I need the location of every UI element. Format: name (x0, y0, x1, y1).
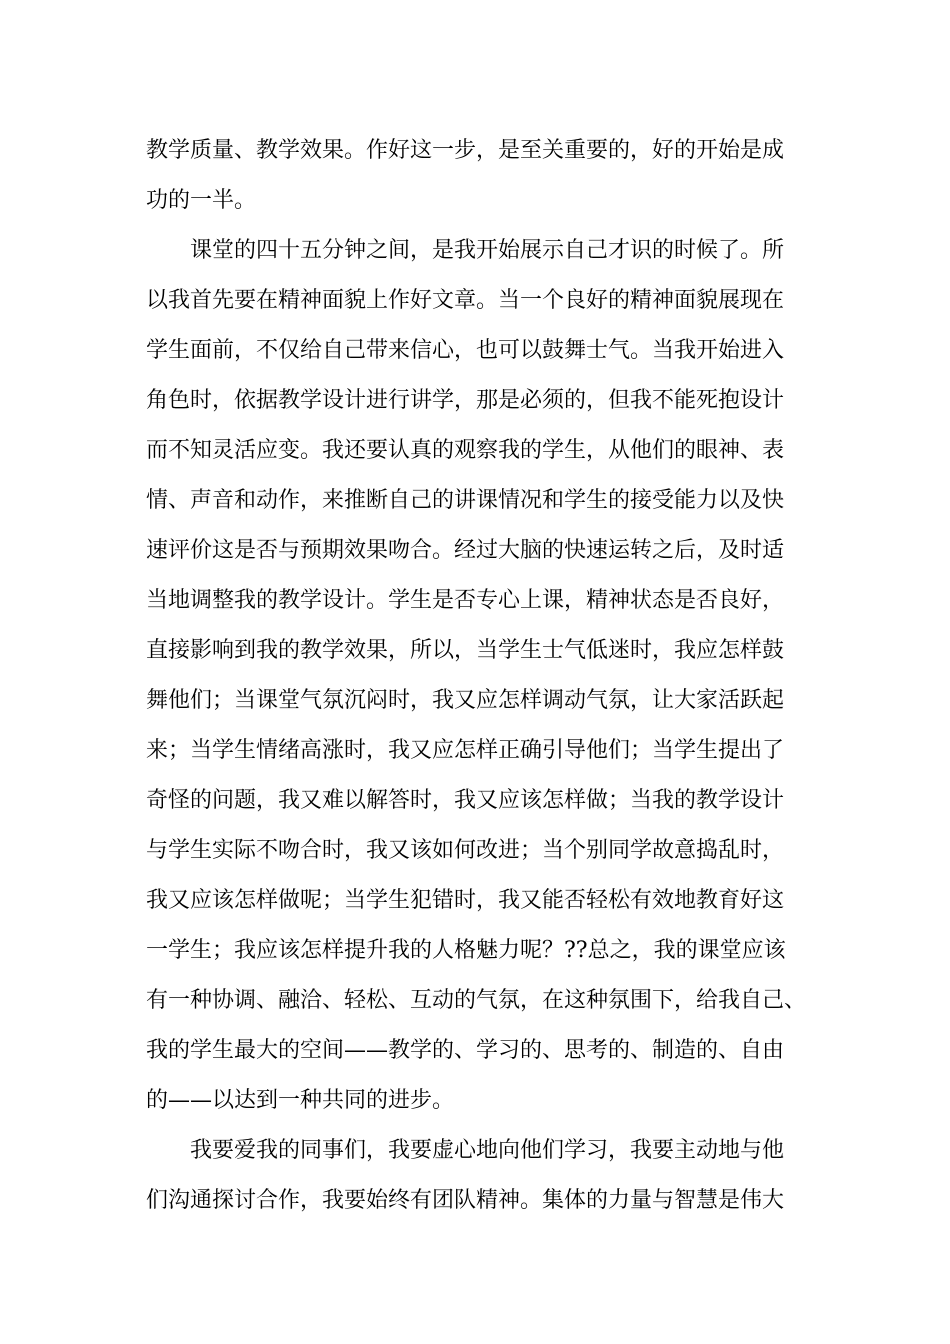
text-line: 情、声音和动作，来推断自己的讲课情况和学生的接受能力以及快 (146, 488, 785, 513)
text-line: 当地调整我的教学设计。学生是否专心上课，精神状态是否良好， (146, 588, 785, 613)
paragraph-first-line: 我要爱我的同事们，我要虚心地向他们学习，我要主动地与他 (190, 1138, 785, 1163)
text-line: 奇怪的问题，我又难以解答时，我又应该怎样做；当我的教学设计 (146, 788, 785, 813)
text-line: 我的学生最大的空间——教学的、学习的、思考的、制造的、自由 (146, 1038, 785, 1063)
text-line: 教学质量、教学效果。作好这一步，是至关重要的，好的开始是成 (146, 138, 785, 163)
text-line: 我又应该怎样做呢；当学生犯错时，我又能否轻松有效地教育好这 (146, 888, 785, 913)
text-line: 学生面前，不仅给自己带来信心，也可以鼓舞士气。当我开始进入 (146, 338, 785, 363)
text-line: 而不知灵活应变。我还要认真的观察我的学生，从他们的眼神、表 (146, 438, 785, 463)
text-line: 们沟通探讨合作，我要始终有团队精神。集体的力量与智慧是伟大 (146, 1188, 785, 1213)
text-line: 速评价这是否与预期效果吻合。经过大脑的快速运转之后，及时适 (146, 538, 785, 563)
text-line: 直接影响到我的教学效果，所以，当学生士气低迷时，我应怎样鼓 (146, 638, 785, 663)
text-line: 与学生实际不吻合时，我又该如何改进；当个别同学故意捣乱时， (146, 838, 785, 863)
text-line: 功的一半。 (146, 188, 257, 213)
text-line: 角色时，依据教学设计进行讲学，那是必须的，但我不能死抱设计 (146, 388, 785, 413)
paragraph-first-line: 课堂的四十五分钟之间，是我开始展示自己才识的时候了。所 (190, 238, 785, 263)
text-line: 有一种协调、融洽、轻松、互动的气氛，在这种氛围下，给我自己、 (146, 988, 807, 1013)
text-line: 以我首先要在精神面貌上作好文章。当一个良好的精神面貌展现在 (146, 288, 785, 313)
text-line: 的——以达到一种共同的进步。 (146, 1088, 455, 1113)
text-line: 来；当学生情绪高涨时，我又应怎样正确引导他们；当学生提出了 (146, 738, 785, 763)
text-line: 一学生；我应该怎样提升我的人格魅力呢？??总之，我的课堂应该 (146, 938, 786, 963)
text-line: 舞他们；当课堂气氛沉闷时，我又应怎样调动气氛，让大家活跃起 (146, 688, 785, 713)
